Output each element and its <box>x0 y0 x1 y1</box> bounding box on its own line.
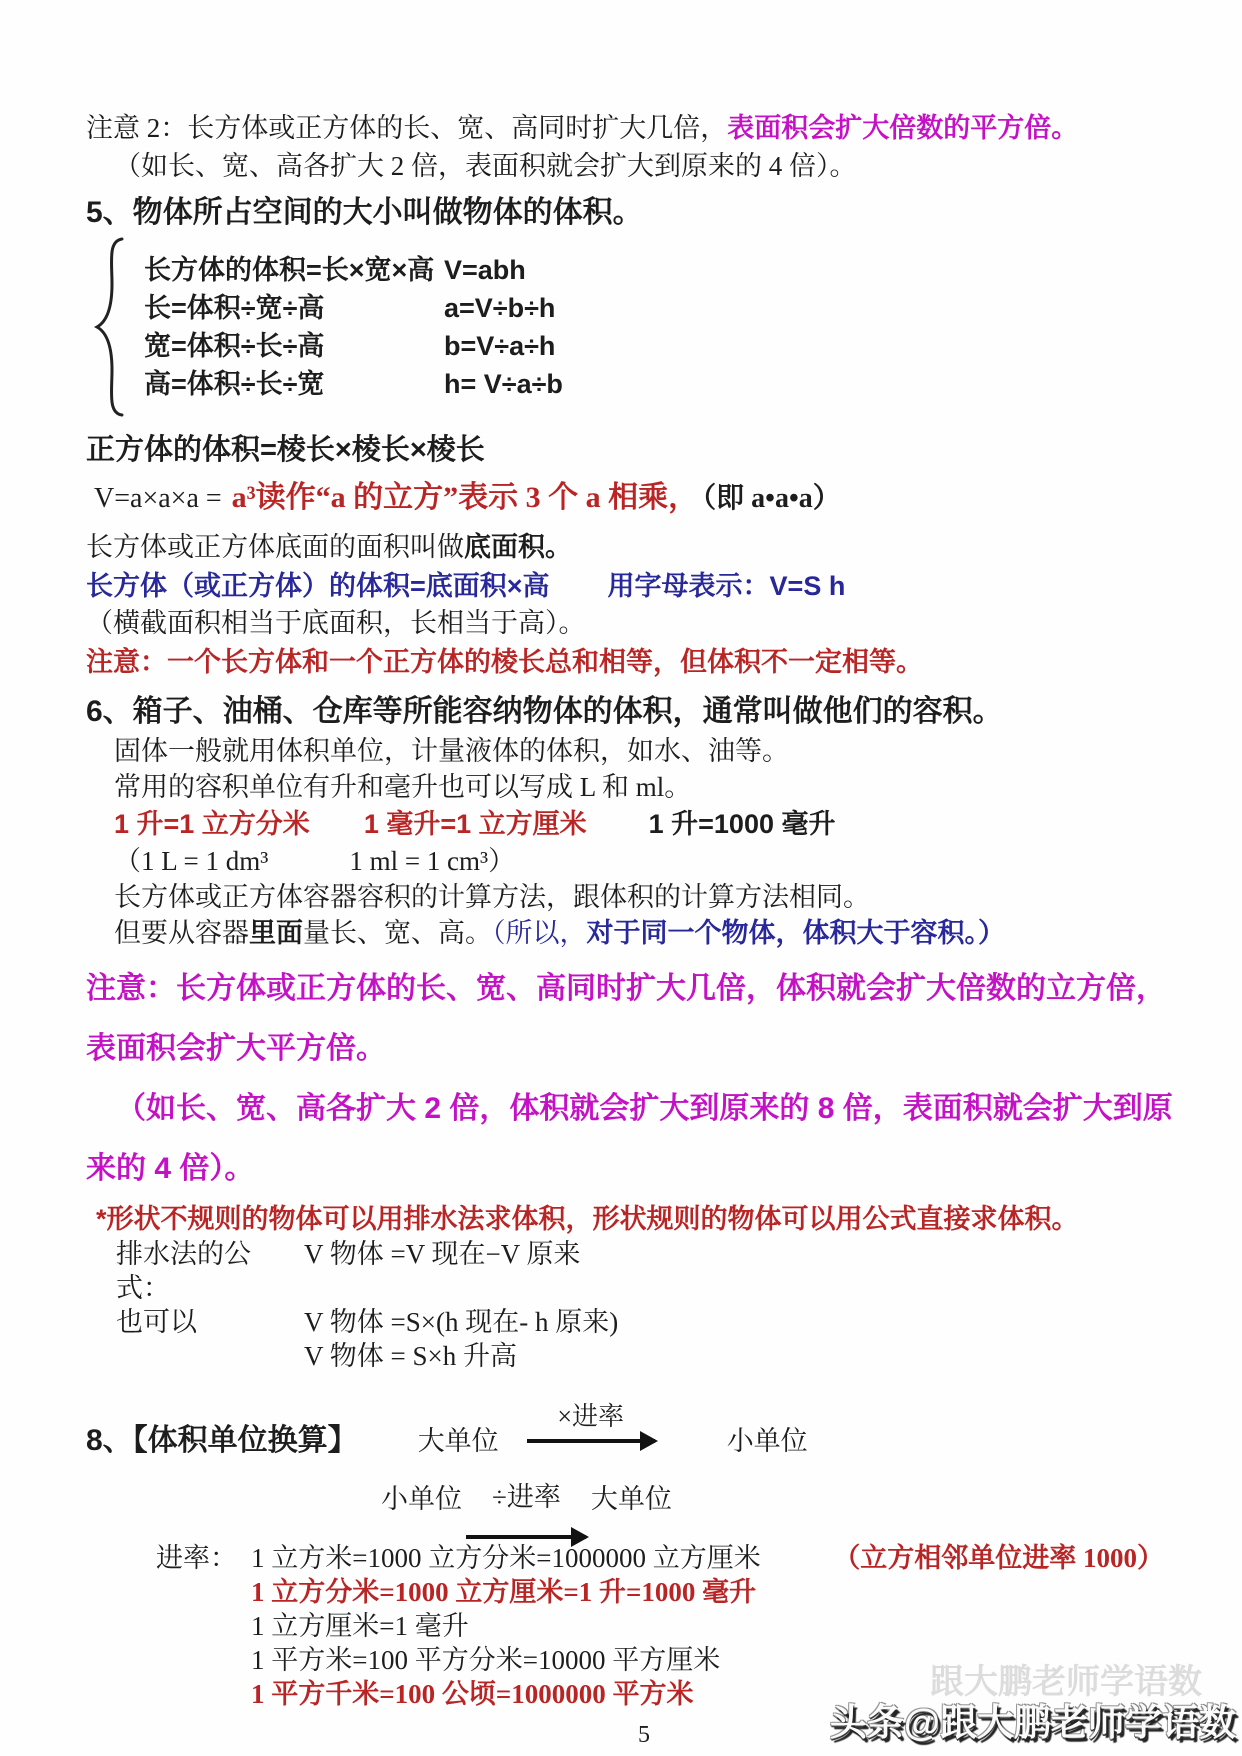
watermark-ghost: 跟大鹏老师学语数 <box>930 1663 1202 1701</box>
drainage-formulas <box>86 1237 1202 1373</box>
times-rate-label: ×进率 <box>557 1402 625 1431</box>
note2-line2: （如长、宽、高各扩大 2 倍，表面积就会扩大到原来的 4 倍）。 <box>114 151 857 181</box>
v-formula-black: V=a×a×a = <box>94 483 222 514</box>
formula-cn: 高=体积÷长÷宽 <box>144 369 325 399</box>
formula-row <box>144 251 563 289</box>
drainage-row <box>116 1339 1202 1373</box>
formula-letter: h= V÷a÷b <box>444 369 563 399</box>
section8-heading: 8、【体积单位换算】 <box>86 1424 358 1457</box>
formula-letter: b=V÷a÷h <box>444 331 556 361</box>
liter-dm3: 1 升=1 立方分米 <box>114 809 310 839</box>
multiply-rate-arrow <box>527 1402 655 1443</box>
rate-label: 进率： <box>156 1543 237 1573</box>
liter-ml: 1 升=1000 毫升 <box>648 809 836 839</box>
formula-letter: V=abh <box>444 255 526 285</box>
cube-volume-formula: 正方体的体积=棱长×棱长×棱长 <box>86 434 485 466</box>
drainage-label <box>116 1339 304 1373</box>
capacity-line2: 常用的容积单位有升和毫升也可以写成 L 和 ml。 <box>114 772 692 802</box>
note2-line1 <box>86 110 1202 146</box>
scale-note-line1: 注意：长方体或正方体的长、宽、高同时扩大几倍，体积就会扩大倍数的立方倍， <box>86 972 1166 1005</box>
v-formula-red: a³读作“a 的立方”表示 3 个 a 相乘， <box>231 481 699 514</box>
scale-note-line4: 来的 4 倍）。 <box>86 1152 255 1185</box>
formula-cn: 长=体积÷宽÷高 <box>144 293 325 323</box>
measure-inside-a: 但要从容器 <box>114 918 249 948</box>
drainage-label: 也可以 <box>116 1307 197 1337</box>
section6-heading: 6、箱子、油桶、仓库等所能容纳物体的体积，通常叫做他们的容积。 <box>86 695 1003 728</box>
drainage-label: 排水法的公式： <box>116 1239 251 1303</box>
v-formula-tail: （即 a•a•a） <box>702 483 841 514</box>
arrow-right-icon <box>466 1535 586 1539</box>
note2-highlight: 表面积会扩大倍数的平方倍。 <box>727 113 1079 143</box>
cross-section-note: （横截面积相当于底面积，长相当于高）。 <box>86 608 586 638</box>
base-area-formula-line <box>86 567 1202 605</box>
formula-row <box>144 289 563 327</box>
measure-inside-b: 里面 <box>249 918 303 948</box>
cubic-cm-line: 1 立方厘米=1 毫升 <box>251 1611 469 1641</box>
so-blue-b: 对于同一个物体，体积大于容积。） <box>586 918 1005 948</box>
letter-expression: 用字母表示：V=S h <box>607 571 846 601</box>
drainage-formula: V 物体 =V 现在−V 原来 <box>304 1239 581 1269</box>
formula-row <box>144 365 563 403</box>
formula-cn: 长方体的体积=长×宽×高 <box>144 255 435 285</box>
scale-note-line2: 表面积会扩大平方倍。 <box>86 1032 386 1065</box>
arrow-right-icon <box>527 1439 655 1443</box>
big-unit-label: 大单位 <box>590 1484 672 1514</box>
small-unit-label: 小单位 <box>726 1426 808 1456</box>
cubic-dm-line: 1 立方分米=1000 立方厘米=1 升=1000 毫升 <box>251 1577 757 1607</box>
drainage-row <box>116 1237 1202 1305</box>
base-area-formula: 长方体（或正方体）的体积=底面积×高 <box>86 571 550 601</box>
formula-letter: a=V÷b÷h <box>444 293 556 323</box>
note2-prefix: 注意 2：长方体或正方体的长、宽、高同时扩大几倍， <box>86 113 728 143</box>
drainage-note: *形状不规则的物体可以用排水法求体积，形状规则的物体可以用公式直接求体积。 <box>96 1204 1079 1234</box>
page-number: 5 <box>638 1722 650 1748</box>
square-meter-line: 1 平方米=100 平方分米=10000 平方厘米 <box>251 1645 721 1675</box>
base-area-line <box>86 529 1202 565</box>
big-unit-label: 大单位 <box>417 1426 499 1456</box>
ml-cm3: 1 毫升=1 立方厘米 <box>363 809 587 839</box>
edge-sum-note: 注意：一个长方体和一个正方体的棱长总和相等，但体积不一定相等。 <box>86 647 923 677</box>
base-area-term: 底面积。 <box>464 532 572 562</box>
watermark <box>829 1663 1236 1744</box>
measure-inside-c: 量长、宽、高。 <box>303 918 492 948</box>
curly-brace-icon <box>92 236 126 418</box>
volume-formula-group <box>86 236 1202 418</box>
capacity-unit-equalities <box>86 805 1202 843</box>
small-unit-label: 小单位 <box>381 1484 462 1514</box>
so-blue-a: （所以， <box>492 918 587 948</box>
capacity-line5: 长方体或正方体容器容积的计算方法，跟体积的计算方法相同。 <box>114 882 870 912</box>
watermark-text: 头条@跟大鹏老师学语数 <box>829 1702 1236 1743</box>
cube-letter-formula <box>86 476 1202 521</box>
formula-cn: 宽=体积÷长÷高 <box>144 331 325 361</box>
drainage-formula: V 物体 = S×h 升高 <box>304 1341 517 1371</box>
rate-note: （立方相邻单位进率 1000） <box>833 1543 1164 1573</box>
capacity-line1: 固体一般就用体积单位，计量液体的体积，如水、油等。 <box>114 736 789 766</box>
drainage-row <box>116 1305 1202 1339</box>
capacity-line6 <box>86 915 1202 951</box>
section5-heading: 5、物体所占空间的大小叫做物体的体积。 <box>86 196 643 229</box>
scale-note-block <box>86 959 1202 1199</box>
cubic-meter-line: 1 立方米=1000 立方分米=1000000 立方厘米 <box>251 1543 761 1573</box>
divide-rate-label: ÷进率 <box>492 1482 561 1512</box>
divide-rate-arrow <box>492 1477 561 1517</box>
unit-conversion-row1 <box>86 1402 1202 1463</box>
volume-formula-rows <box>144 245 563 409</box>
formula-row <box>144 327 563 365</box>
base-area-intro: 长方体或正方体底面的面积叫做 <box>86 532 464 562</box>
drainage-formula: V 物体 =S×(h 现在- h 原来) <box>304 1307 619 1337</box>
square-km-line: 1 平方千米=100 公顷=1000000 平方米 <box>251 1679 694 1709</box>
unit-paren-line: （1 L = 1 dm³ 1 ml = 1 cm³） <box>114 846 516 876</box>
rate-row1 <box>86 1541 1202 1575</box>
unit-conversion-row2 <box>381 1479 1202 1519</box>
scale-note-line3: （如长、宽、高各扩大 2 倍，体积就会扩大到原来的 8 倍，表面积就会扩大到原 <box>116 1092 1173 1125</box>
